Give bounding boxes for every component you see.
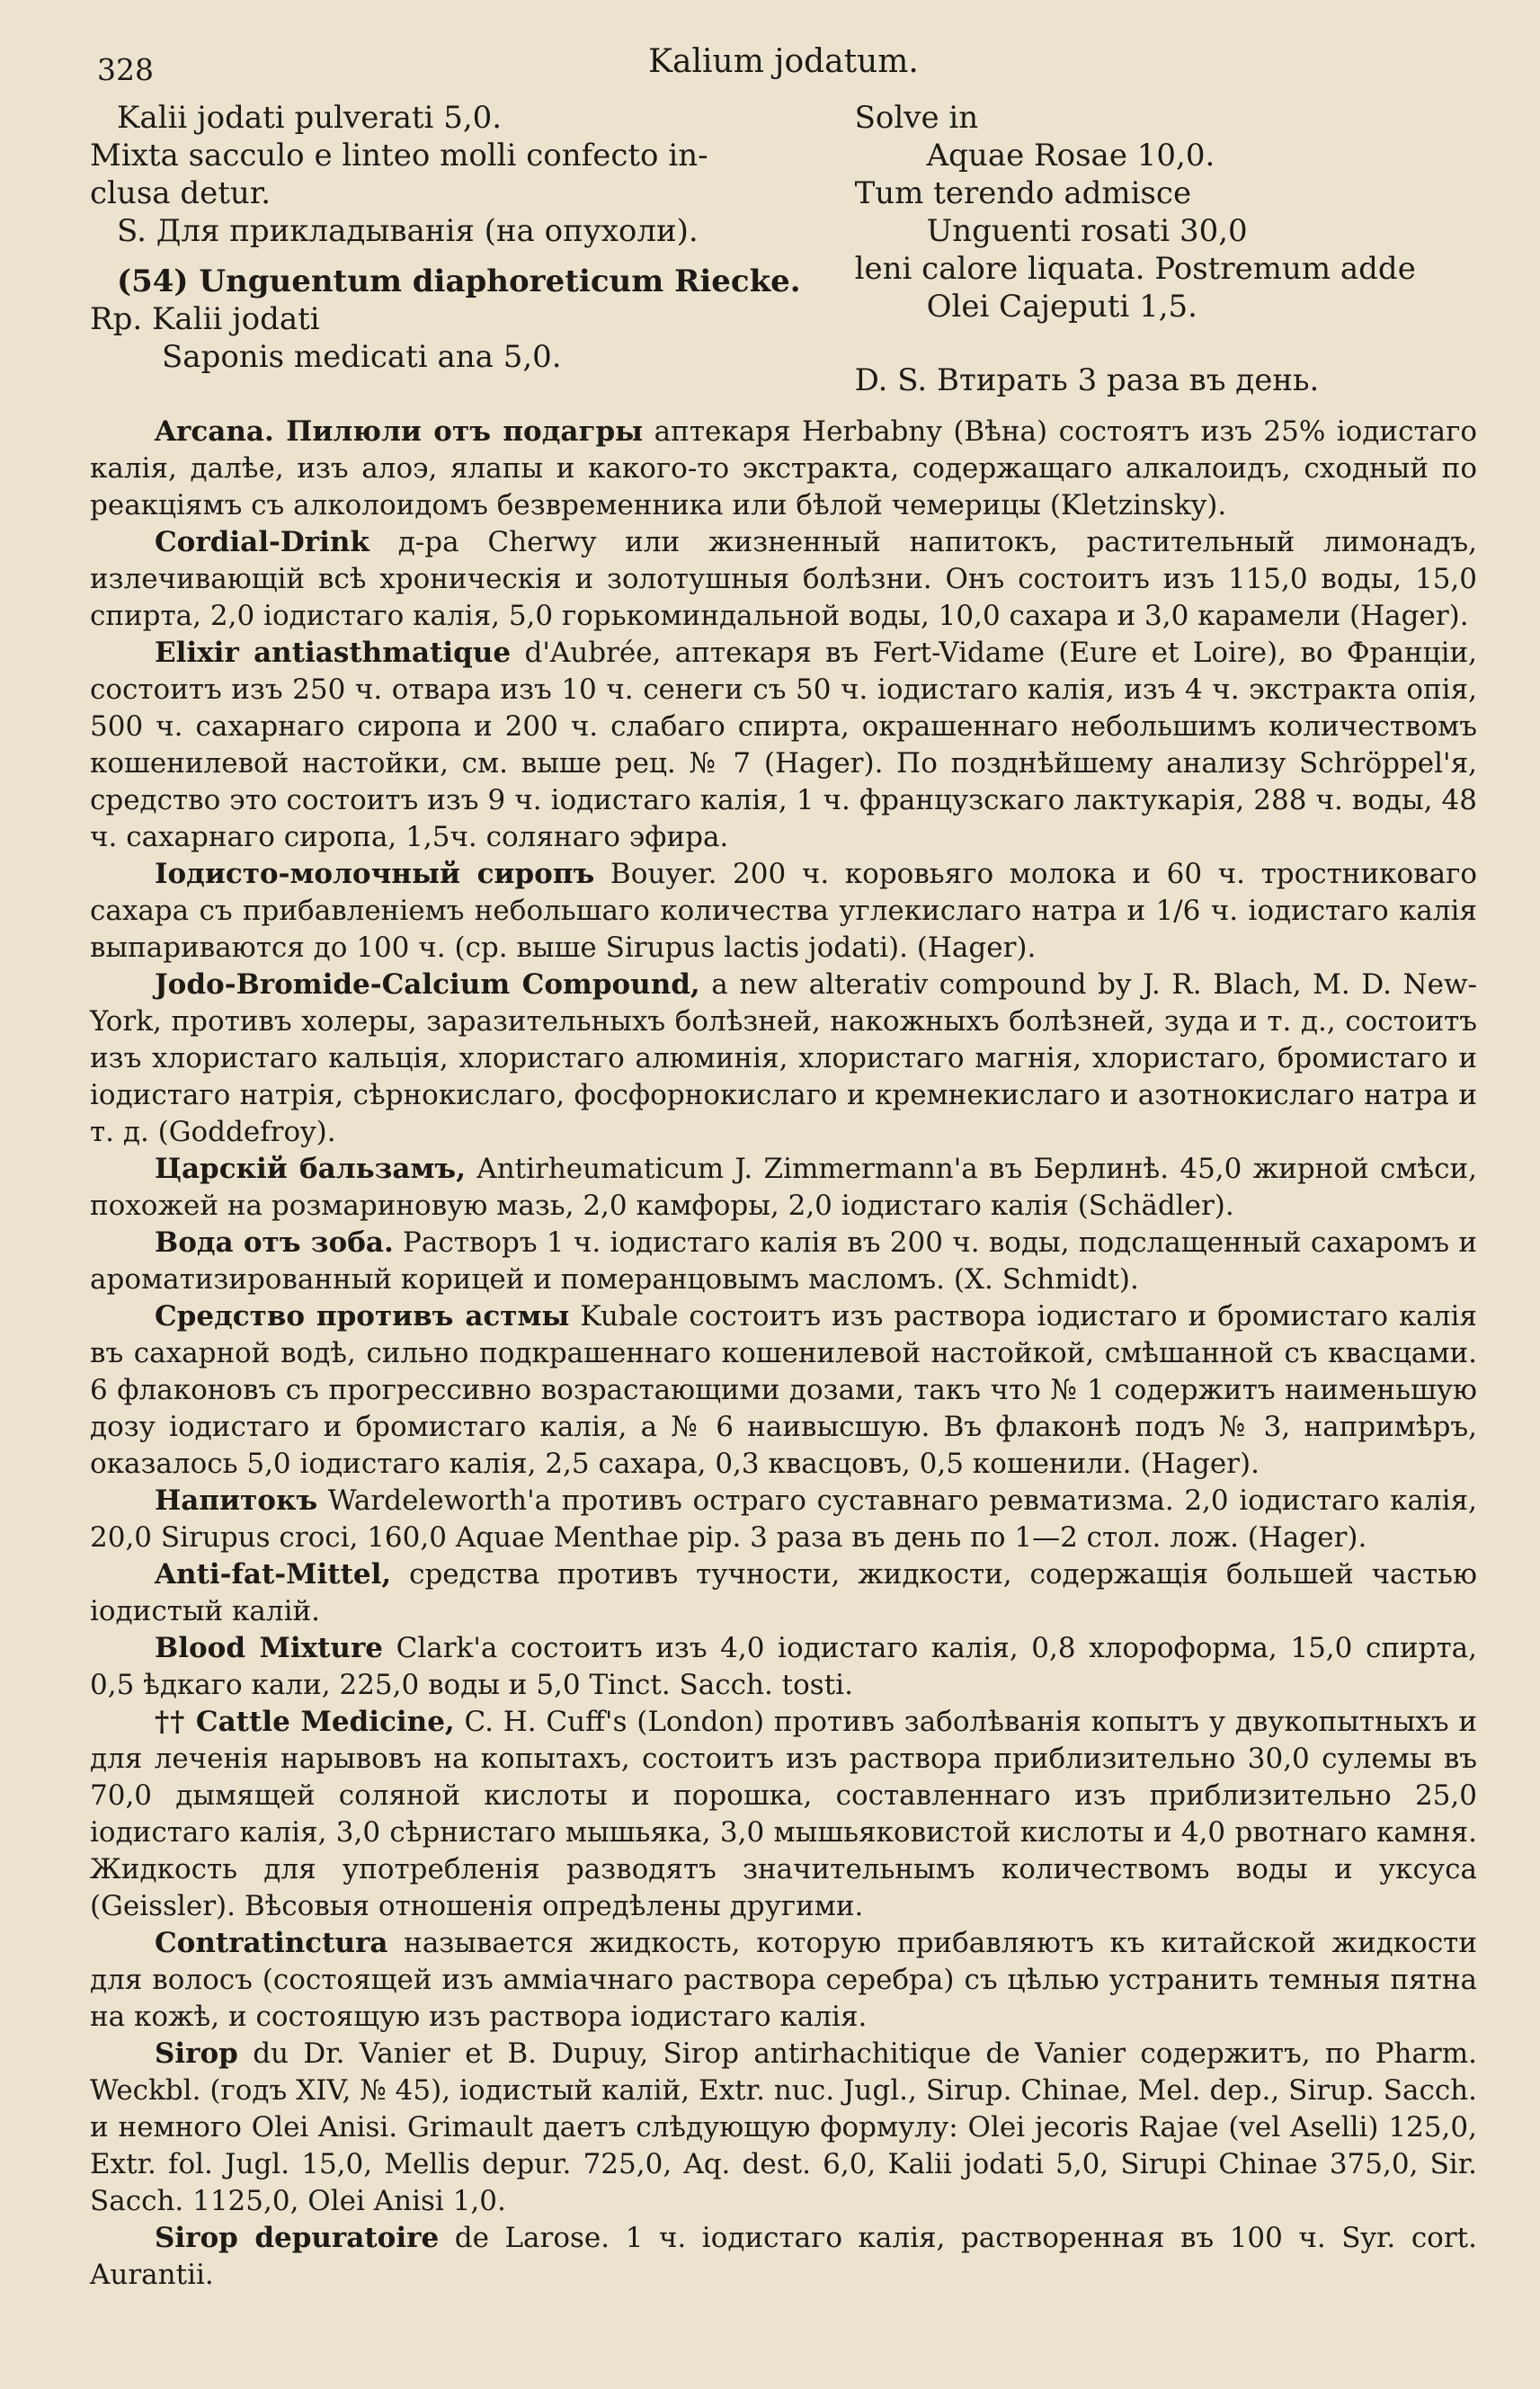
- entry: [90, 1483, 1477, 1556]
- running-title: Kalium jodatum.: [648, 43, 919, 80]
- entry-text: Wardeleworth'a противъ остраго суставнаго ревматизма. 2,0 іодистаго калія, 20,0 Sirupus croci, 160,0 Aquae Menthae pip. 3 раза въ день по 1—2 стол. лож. (Hager).: [90, 1484, 1477, 1554]
- recipe-line: Olei Cajeputi 1,5.: [926, 289, 1197, 325]
- recipe-line: Kalii jodati pulverati 5,0.: [117, 100, 503, 136]
- page-header: [90, 25, 1477, 99]
- entry-term: Elixir antiasthmatique: [155, 637, 512, 669]
- entry-text: Bouyer. 200 ч. коровьяго молока и 60 ч. тростниковаго сахара съ прибавленіемъ небольшаго количества углекислаго натра и 1/6 ч. іодистаго калія выпариваются до 100 ч. (ср. выше Sirupus lactis jodati). (Hager).: [90, 858, 1477, 964]
- recipe-line: clusa detur.: [90, 175, 272, 211]
- entry: [90, 1225, 1477, 1298]
- recipe-line: Tum terendo admisce: [854, 175, 1192, 211]
- entry: [90, 414, 1477, 524]
- entry-term: Jodo-Bromide-Calcium Compound,: [155, 968, 700, 1001]
- entry-text: Kubale состоитъ изъ раствора іодистаго и бромистаго калія въ сахарной водѣ, сильно подкрашеннаго кошенилевой настойкой, смѣшанной съ квасцами. 6 флаконовъ съ прогрессивно возрастающими дозами, такъ что № 1 содержитъ наименьшую дозу іодистаго и бромистаго калія, а № 6 наивысшую. Въ флаконѣ подъ № 3, напримѣръ, оказалось 5,0 іодистаго калія, 2,5 сахара, 0,3 квасцовъ, 0,5 кошенили. (Hager).: [90, 1300, 1477, 1480]
- entry-term: Contratinctura: [155, 1927, 388, 1959]
- entry: [90, 2036, 1477, 2220]
- entry-text: de Larose. 1 ч. іодистаго калія, растворенная въ 100 ч. Syr. cort. Aurantii.: [90, 2222, 1477, 2291]
- entry-text: называется жидкость, которую прибавляютъ къ китайской жидкости для волосъ (состоящей изъ аммiачнаго раствора серебра) съ цѣлью устранить темныя пятна на кожѣ, и состоящую изъ раствора іодистаго калія.: [90, 1927, 1477, 2033]
- entry: [90, 1925, 1477, 2036]
- entry-term: Cordial-Drink: [155, 526, 369, 558]
- entry-text: Antirheumaticum J. Zimmermann'a въ Берлинѣ. 45,0 жирной смѣси, похожей на розмариновую мазь, 2,0 камфоры, 2,0 іодистаго калія (Schädler).: [90, 1153, 1477, 1222]
- entry: [90, 1704, 1477, 1925]
- entries-list: [90, 414, 1477, 2294]
- entry-text: Растворъ 1 ч. іодистаго калія въ 200 ч. воды, подслащенный сахаромъ и ароматизированный корицей и померанцовымъ масломъ. (X. Schmidt).: [90, 1226, 1477, 1296]
- entry: [90, 1298, 1477, 1483]
- entry-term: Іодисто-молочный сиропъ: [155, 858, 595, 890]
- entry-text: d'Aubrée, аптекаря въ Fert-Vidame (Eure et Loire), во Франціи, состоитъ изъ 250 ч. отвара изъ 10 ч. сенеги съ 50 ч. іодистаго калія, изъ 4 ч. экстракта опія, 500 ч. сахарнаго сиропа и 200 ч. слабаго спирта, окрашеннаго небольшимъ количествомъ кошенилевой настойки, см. выше рец. № 7 (Hager). По позднѣйшему анализу Schröppel'я, средство это состоитъ изъ 9 ч. іодистаго калія, 1 ч. французскаго лактукарія, 288 ч. воды, 48 ч. сахарнаго сиропа, 1,5ч. солянаго эфира.: [90, 637, 1477, 853]
- entry-text: средства противъ тучности, жидкости, содержащія большей частью іодистый калій.: [90, 1558, 1477, 1627]
- recipe-line: Aquae Rosae 10,0.: [926, 138, 1215, 174]
- page-number: 328: [97, 52, 154, 87]
- recipe-right-column: [855, 99, 1477, 399]
- recipe-line: Saponis medicati ana 5,0.: [162, 339, 562, 375]
- recipe-line: Unguenti rosati 30,0: [926, 213, 1248, 249]
- entry: [90, 967, 1477, 1151]
- entry-term: Средство противъ астмы: [155, 1300, 570, 1333]
- entry-term: Вода отъ зоба.: [155, 1226, 394, 1259]
- entry-term: Царскій бальзамъ,: [155, 1153, 467, 1185]
- recipe-line: Rp. Kalii jodati: [90, 301, 320, 337]
- entry: [90, 1630, 1477, 1704]
- entry-text: д-ра Cherwy или жизненный напитокъ, растительный лимонадъ, излечивающій всѣ хроническія и золотушныя болѣзни. Онъ состоитъ изъ 115,0 воды, 15,0 спирта, 2,0 іодистаго калія, 5,0 горькоминдальной воды, 10,0 сахара и 3,0 карамели (Hager).: [90, 526, 1477, 632]
- entry-text: Clark'a состоитъ изъ 4,0 іодистаго калія, 0,8 хлороформа, 15,0 спирта, 0,5 ѣдкаго кали, 225,0 воды и 5,0 Tinct. Sacch. tosti.: [90, 1632, 1477, 1701]
- recipe-heading: (54) Unguentum diaphoreticum Riecke.: [117, 263, 801, 299]
- entry-term: †† Cattle Medicine,: [155, 1706, 455, 1738]
- entry-term: Blood Mixture: [155, 1632, 384, 1664]
- entry-text: a new alterativ compound by J. R. Blach, M. D. New-York, противъ холеры, заразительныхъ болѣзней, накожныхъ болѣзней, зуда и т. д., состоитъ изъ хлористаго кальція, хлористаго алюминія, хлористаго магнія, хлористаго, бромистаго и іодистаго натрія, сѣрнокислаго, фосфорнокислаго и кремнекислаго и азотнокислаго натра и т. д. (Goddefroy).: [90, 968, 1477, 1148]
- entry-term: Arcana. Пилюли отъ подагры: [155, 415, 644, 448]
- entry: [90, 1151, 1477, 1225]
- entry-term: Sirop depuratoire: [155, 2222, 440, 2254]
- entry-term: Напитокъ: [155, 1484, 318, 1517]
- entry-term: Anti-fat-Mittel,: [155, 1558, 392, 1591]
- entry: [90, 524, 1477, 635]
- entry: [90, 856, 1477, 967]
- recipe-line: Solve in: [854, 100, 979, 136]
- recipe-left-column: [90, 99, 801, 399]
- recipe-line: leni calore liquata. Postremum adde: [854, 251, 1416, 287]
- entry: [90, 635, 1477, 856]
- recipe-signature: S. Для прикладыванія (на опухоли).: [117, 213, 699, 249]
- entry-text: аптекаря Herbabny (Вѣна) состоятъ изъ 25% іодистаго калія, далѣе, изъ алоэ, ялапы и какого-то экстракта, содержащаго алкалоидъ, сходный по реакціямъ съ алколоидомъ безвременника или бѣлой чемерицы (Kletzinsky).: [90, 415, 1477, 521]
- entry-text: du Dr. Vanier et B. Dupuy, Sirop antirhachitique de Vanier содержитъ, по Pharm. Weckbl. (годъ XIV, № 45), іодистый калій, Extr. nuc. Jugl., Sirup. Chinae, Mel. dep., Sirup. Sacch. и немного Olei Anisi. Grimault даетъ слѣдующую формулу: Olei jecoris Rajae (vel Aselli) 125,0, Extr. fol. Jugl. 15,0, Mellis depur. 725,0, Aq. dest. 6,0, Kalii jodati 5,0, Sirupi Chinae 375,0, Sir. Sacch. 1125,0, Olei Anisi 1,0.: [90, 2037, 1477, 2217]
- entry-term: Sirop: [155, 2037, 238, 2070]
- entry: [90, 1556, 1477, 1630]
- entry: [90, 2220, 1477, 2294]
- entry-text: C. H. Cuff's (London) противъ заболѣванія копытъ у двукопытныхъ и для леченія нарывовъ на копытахъ, состоитъ изъ раствора приблизительно 30,0 сулемы въ 70,0 дымящей соляной кислоты и порошка, составленнаго изъ приблизительно 25,0 іодистаго калія, 3,0 сѣрнистаго мышьяка, 3,0 мышьяковистой кислоты и 4,0 рвотнаго камня. Жидкость для употребленія разводятъ значительнымъ количествомъ воды и уксуса (Geissler). Вѣсовыя отношенія опредѣлены другими.: [90, 1706, 1477, 1922]
- recipe-block: [90, 99, 1477, 399]
- recipe-line: Mixta sacculo e linteo molli confecto in-: [90, 138, 708, 174]
- recipe-signature: D. S. Втирать 3 раза въ день.: [854, 362, 1320, 398]
